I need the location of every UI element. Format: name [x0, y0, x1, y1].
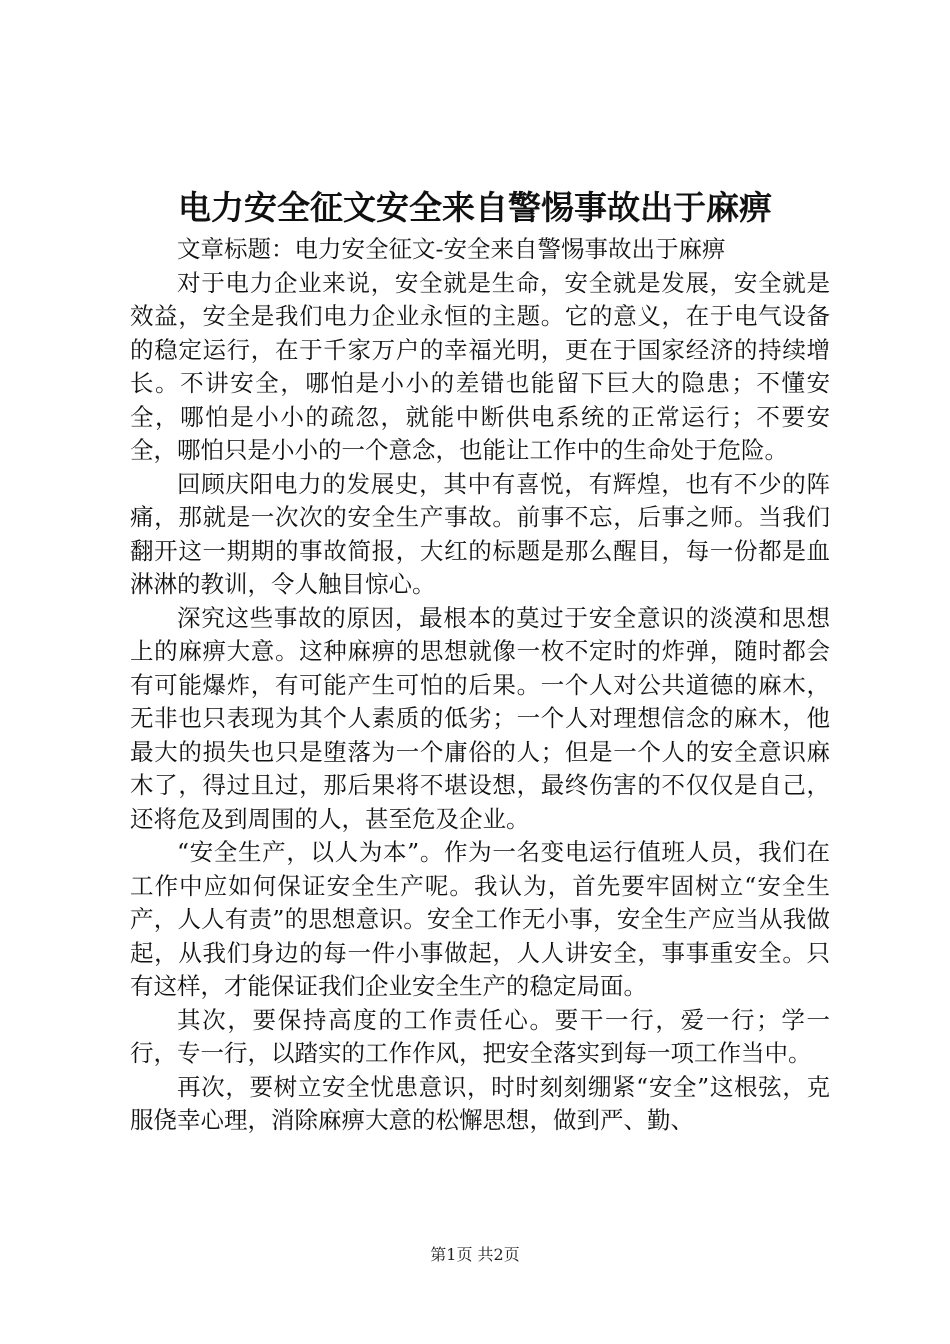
paragraph: “安全生产，以人为本”。作为一名变电运行值班人员，我们在工作中应如何保证安全生产呢。我认为，首先要牢固树立“安全生产，人人有责”的思想意识。安全工作无小事，安全生产应当从我做起，从我们身边的每一件小事做起，人人讲安全，事事重安全。只有这样，才能保证我们企业安全生产的稳定局面。: [130, 838, 830, 1000]
paragraph-article-title: 文章标题：电力安全征文-安全来自警惕事故出于麻痹: [177, 235, 726, 263]
paragraph: 对于电力企业来说，安全就是生命，安全就是发展，安全就是效益，安全是我们电力企业永恒的主题。它的意义，在于电气设备的稳定运行，在于千家万户的幸福光明，更在于国家经济的持续增长。不讲安全，哪怕是小小的差错也能留下巨大的隐患；不懂安全，哪怕是小小的疏忽，就能中断供电系统的正常运行；不要安全，哪怕只是小小的一个意念，也能让工作中的生命处于危险。: [130, 268, 830, 464]
page-number-footer: 第1页 共2页: [430, 1245, 520, 1264]
paragraph: 回顾庆阳电力的发展史，其中有喜悦，有辉煌，也有不少的阵痛，那就是一次次的安全生产事故。前事不忘，后事之师。当我们翻开这一期期的事故简报，大红的标题是那么醒目，每一份都是血淋淋的教训，令人触目惊心。: [130, 469, 830, 598]
paragraph: 再次，要树立安全忧患意识，时时刻刻绷紧“安全”这根弦，克服侥幸心理，消除麻痹大意的松懈思想，做到严、勤、: [130, 1072, 830, 1134]
paragraph: 其次，要保持高度的工作责任心。要干一行，爱一行；学一行，专一行，以踏实的工作作风，把安全落实到每一项工作当中。: [130, 1005, 830, 1067]
document-title: 电力安全征文安全来自警惕事故出于麻痹: [178, 188, 772, 227]
document-body: [130, 233, 830, 1138]
paragraph: 深究这些事故的原因，最根本的莫过于安全意识的淡漠和思想上的麻痹大意。这种麻痹的思想就像一枚不定时的炸弹，随时都会有可能爆炸，有可能产生可怕的后果。一个人对公共道德的麻木，无非也只表现为其个人素质的低劣；一个人对理想信念的麻木，他最大的损失也只是堕落为一个庸俗的人；但是一个人的安全意识麻木了，得过且过，那后果将不堪设想，最终伤害的不仅仅是自己，还将危及到周围的人，甚至危及企业。: [130, 603, 830, 833]
